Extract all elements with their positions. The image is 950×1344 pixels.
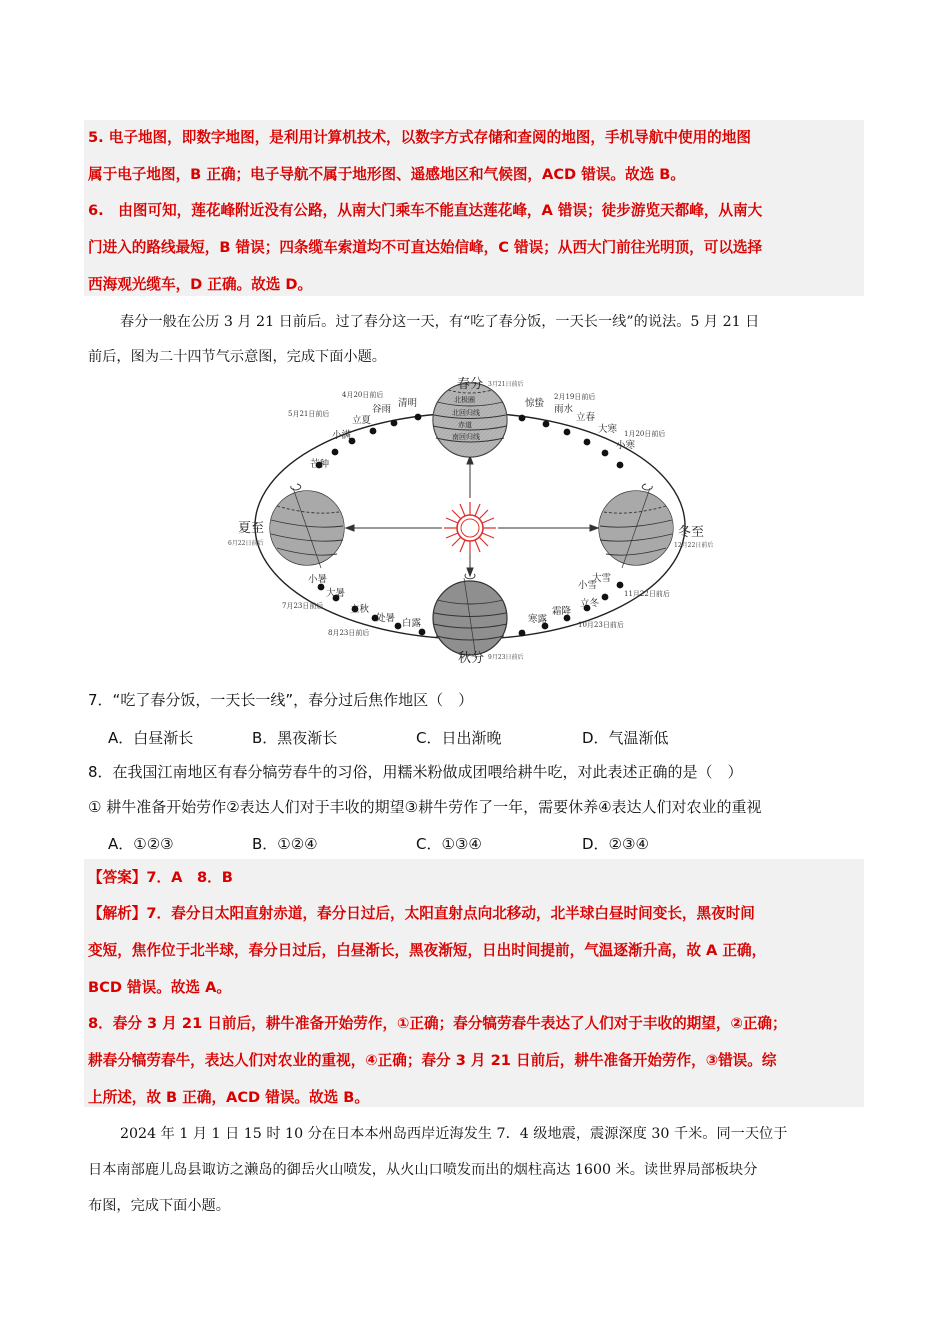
term-label: 惊蛰 [525,398,545,409]
intro-paragraph: 前后，图为二十四节气示意图，完成下面小题。 [88,349,386,365]
season-label-autumn: 秋分 [458,651,485,666]
term-label: 立冬 [580,598,600,609]
season-label-summer: 夏至 [238,521,265,536]
question-8-option-b: B．①②④ [252,835,318,853]
term-label: 谷雨 [372,404,392,415]
term-label: 大寒 [598,424,618,435]
term-label: 小满 [332,430,352,441]
answer-line: 耕春分犒劳春牛，表达人们对农业的重视，④正确；春分 3 月 21 日前后，耕牛准备开始劳作，③错误。综 [88,1052,777,1069]
question-7-option-b: B．黑夜渐长 [252,729,338,747]
question-8-statements: ① 耕牛准备开始劳作②表达人们对于丰收的期望③耕牛劳作了一年，需要休养④表达人们对农业的重视 [88,798,762,816]
term-date: 1月20日前后 [624,430,666,438]
globe-spring [433,383,507,457]
solar-terms-diagram [222,376,742,668]
answer-line: 门进入的路线最短，B 错误；四条缆车索道均不可直达始信峰，C 错误；从西大门前往光明顶，可以选择 [88,239,763,256]
term-label: 清明 [398,398,418,409]
intro-paragraph: 春分一般在公历 3 月 21 日前后。过了春分这一天，有“吃了春分饭，一天长一线”的说法。5 月 21 日 [120,314,760,330]
term-label: 立秋 [350,604,370,615]
term-date: 2月19日前后 [554,393,596,401]
term-label: 白露 [402,618,422,629]
answer-line: 【解析】7．春分日太阳直射赤道，春分日过后，太阳直射点向北移动，北半球白昼时间变长，黑夜时间 [88,905,755,922]
question-8-option-a: A．①②③ [108,835,174,853]
globe-line-label: 北回归线 [452,409,480,417]
question-7-option-a: A．白昼渐长 [108,729,194,747]
term-label: 雨水 [554,404,574,415]
question-7-stem: 7．“吃了春分饭，一天长一线”，春分过后焦作地区（ ） [88,691,474,709]
term-label: 小雪 [578,580,598,591]
answer-line: 【答案】7．A 8．B [88,869,233,886]
answer-line: 8．春分 3 月 21 日前后，耕牛准备开始劳作，①正确；春分犒劳春牛表达了人们对于丰收的期望，②正确； [88,1015,787,1032]
term-label: 霜降 [552,606,572,617]
globe-winter [599,484,673,568]
term-label: 芒种 [310,459,330,470]
globe-line-label: 赤道 [458,421,472,429]
answer-line: 6. 由图可知，莲花峰附近没有公路，从南大门乘车不能直达莲花峰，A 错误；徒步游览天都峰，从南大 [88,202,763,219]
term-label: 寒露 [528,614,548,625]
question-7-option-c: C．日出渐晚 [416,729,502,747]
term-label: 立春 [576,412,596,423]
question-8-option-d: D．②③④ [582,835,649,853]
answer-line: 西海观光缆车，D 正确。故选 D。 [88,276,313,293]
globe-line-label: 南回归线 [452,433,480,441]
season-date: 9月23日前后 [488,654,524,661]
term-date: 11月22日前后 [624,590,670,598]
season-date: 6月22日前后 [228,540,264,547]
term-label: 处暑 [376,613,396,624]
season-date: 3月21日前后 [488,381,524,388]
season-label-winter: 冬至 [678,525,705,540]
term-label: 立夏 [352,415,372,426]
season-date: 12月22日前后 [674,542,714,549]
globe-autumn [433,574,507,658]
answer-line: 属于电子地图，B 正确；电子导航不属于地形图、遥感地区和气候图，ACD 错误。故选 B。 [88,166,685,183]
question-8-stem: 8．在我国江南地区有春分犒劳春牛的习俗，用糯米粉做成团喂给耕牛吃，对此表述正确的是（ ） [88,763,743,781]
answer-line: 变短，焦作位于北半球，春分日过后，白昼渐长，黑夜渐短，日出时间提前，气温逐渐升高，故 A 正确， [88,942,767,959]
term-label: 大暑 [326,588,346,599]
question-8-option-c: C．①③④ [416,835,482,853]
intro-paragraph: 日本南部鹿儿岛县诹访之濑岛的御岳火山喷发，从火山口喷发而出的烟柱高达 1600 米。读世界局部板块分 [88,1162,758,1178]
answer-line: BCD 错误。故选 A。 [88,979,231,996]
term-date: 10月23日前后 [578,621,624,629]
season-label-spring: 春分 [457,377,484,392]
term-date: 5月21日前后 [288,410,330,418]
answer-line: 上所述，故 B 正确，ACD 错误。故选 B。 [88,1089,370,1106]
answer-line: 5. 电子地图，即数字地图，是利用计算机技术，以数字方式存储和查阅的地图，手机导航中使用的地图 [88,129,751,146]
sun-icon [444,502,496,554]
question-7-option-d: D．气温渐低 [582,729,669,747]
term-label: 大雪 [592,573,612,584]
globe-line-label: 北极圈 [454,396,475,404]
term-date: 8月23日前后 [328,629,370,637]
term-date: 7月23日前后 [282,602,324,610]
term-label: 小暑 [308,574,328,585]
term-date: 4月20日前后 [342,391,384,399]
intro-paragraph: 布图，完成下面小题。 [88,1198,230,1214]
term-label: 小寒 [616,440,636,451]
globe-summer [270,484,344,568]
intro-paragraph: 2024 年 1 月 1 日 15 时 10 分在日本本州岛西岸近海发生 7．4 级地震，震源深度 30 千米。同一天位于 [120,1126,788,1142]
